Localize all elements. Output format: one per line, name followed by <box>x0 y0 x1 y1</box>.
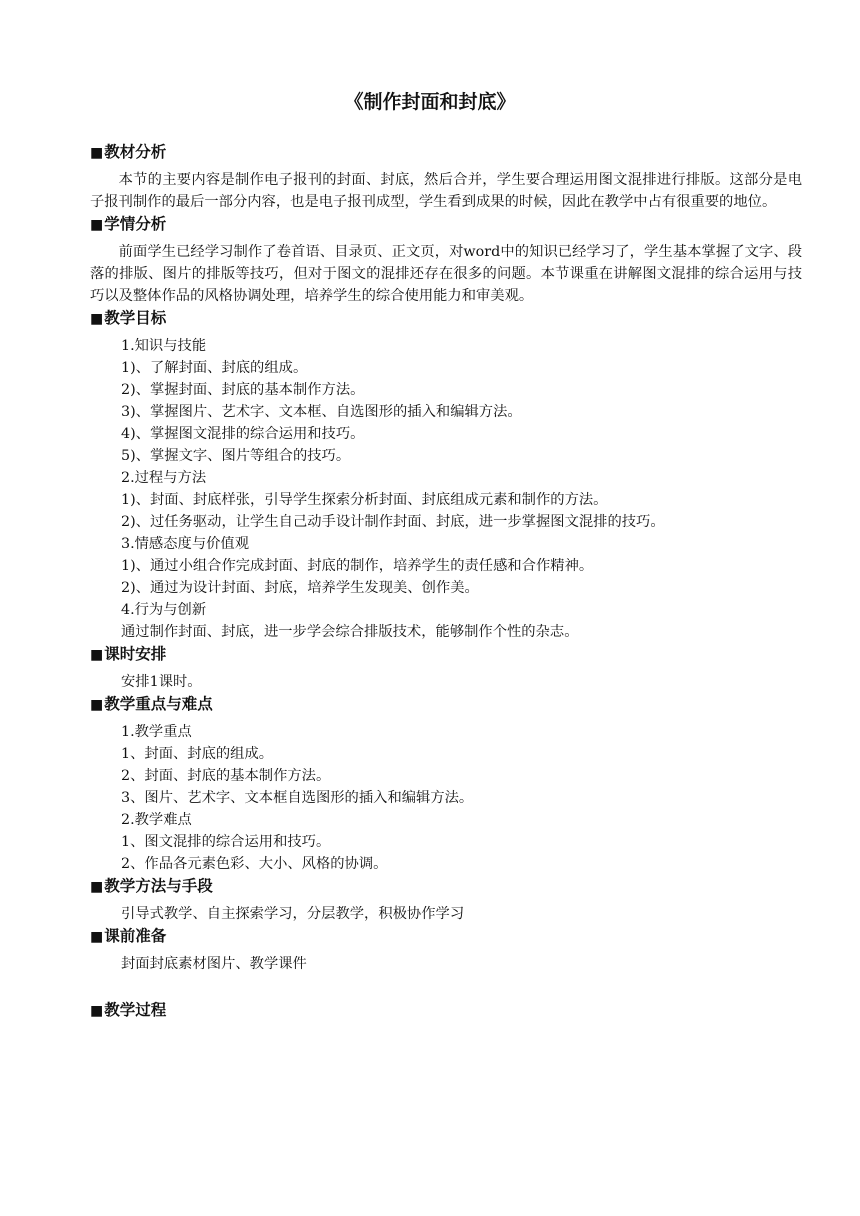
list-item: 3、图片、艺术字、文本框自选图形的插入和编辑方法。 <box>121 790 474 806</box>
section-teaching-methods <box>90 875 802 925</box>
section-heading-text: 教学方法与手段 <box>104 877 213 895</box>
list-item: 3)、掌握图片、艺术字、文本框、自选图形的插入和编辑方法。 <box>121 404 522 420</box>
section-paragraph: 本节的主要内容是制作电子报刊的封面、封底，然后合并，学生要合理运用图文混排进行排版。这部分是电子报刊制作的最后一部分内容，也是电子报刊成型，学生看到成果的时候，因此在教学中占有很重要的地位。 <box>90 172 802 210</box>
section-textbook-analysis <box>90 141 802 213</box>
section-heading-text: 教学目标 <box>104 309 167 327</box>
list-item: 5)、掌握文字、图片等组合的技巧。 <box>121 448 351 464</box>
list-item: 封面封底素材图片、教学课件 <box>121 956 307 972</box>
document-title: 《制作封面和封底》 <box>344 91 516 113</box>
list-item: 2、封面、封底的基本制作方法。 <box>121 768 331 784</box>
section-heading <box>90 643 802 666</box>
section-heading <box>90 999 802 1022</box>
black-square-icon: ■ <box>90 1003 104 1019</box>
black-square-icon: ■ <box>90 217 104 233</box>
list-item: 3.情感态度与价值观 <box>121 536 250 552</box>
section-heading-text: 教材分析 <box>104 143 167 161</box>
section-heading <box>90 141 802 164</box>
list-item: 2)、掌握封面、封底的基本制作方法。 <box>121 382 365 398</box>
list-item: 1.教学重点 <box>121 724 192 740</box>
black-square-icon: ■ <box>90 929 104 945</box>
section-heading-text: 学情分析 <box>104 215 167 233</box>
section-heading <box>90 307 802 330</box>
list-item: 通过制作封面、封底，进一步学会综合排版技术，能够制作个性的杂志。 <box>121 624 579 640</box>
list-item: 1)、封面、封底样张，引导学生探索分析封面、封底组成元素和制作的方法。 <box>121 492 608 508</box>
black-square-icon: ■ <box>90 145 104 161</box>
section-teaching-objectives <box>90 307 802 643</box>
section-heading-text: 教学过程 <box>104 1001 167 1019</box>
section-heading-text: 教学重点与难点 <box>104 695 213 713</box>
section-heading <box>90 693 802 716</box>
document-body <box>90 141 802 1027</box>
section-paragraph: 前面学生已经学习制作了卷首语、目录页、正文页，对word中的知识已经学习了，学生基本掌握了文字、段落的排版、图片的排版等技巧，但对于图文的混排还存在很多的问题。本节课重在讲解图文混排的综合运用与技巧以及整体作品的风格协调处理，培养学生的综合使用能力和审美观。 <box>90 244 802 304</box>
section-preparation <box>90 925 802 975</box>
section-heading <box>90 875 802 898</box>
list-item: 2)、过任务驱动，让学生自己动手设计制作封面、封底，进一步掌握图文混排的技巧。 <box>121 514 665 530</box>
black-square-icon: ■ <box>90 311 104 327</box>
list-item: 2.教学难点 <box>121 812 192 828</box>
section-teaching-process <box>90 999 802 1022</box>
section-heading-text: 课时安排 <box>104 645 167 663</box>
section-class-schedule <box>90 643 802 693</box>
section-key-points <box>90 693 802 875</box>
section-heading <box>90 213 802 236</box>
list-item: 1.知识与技能 <box>121 338 207 354</box>
list-item: 2、作品各元素色彩、大小、风格的协调。 <box>121 856 388 872</box>
list-item: 引导式教学、自主探索学习，分层教学，积极协作学习 <box>121 906 465 922</box>
list-item: 1)、了解封面、封底的组成。 <box>121 360 308 376</box>
list-item: 1、图文混排的综合运用和技巧。 <box>121 834 331 850</box>
list-item: 4)、掌握图文混排的综合运用和技巧。 <box>121 426 365 442</box>
list-item: 1、封面、封底的组成。 <box>121 746 274 762</box>
black-square-icon: ■ <box>90 647 104 663</box>
section-student-analysis <box>90 213 802 307</box>
black-square-icon: ■ <box>90 697 104 713</box>
black-square-icon: ■ <box>90 879 104 895</box>
section-heading <box>90 925 802 948</box>
list-item: 2)、通过为设计封面、封底，培养学生发现美、创作美。 <box>121 580 479 596</box>
list-item: 4.行为与创新 <box>121 602 207 618</box>
section-heading-text: 课前准备 <box>104 927 167 945</box>
list-item: 2.过程与方法 <box>121 470 207 486</box>
list-item: 1)、通过小组合作完成封面、封底的制作，培养学生的责任感和合作精神。 <box>121 558 594 574</box>
list-item: 安排1课时。 <box>121 674 202 690</box>
